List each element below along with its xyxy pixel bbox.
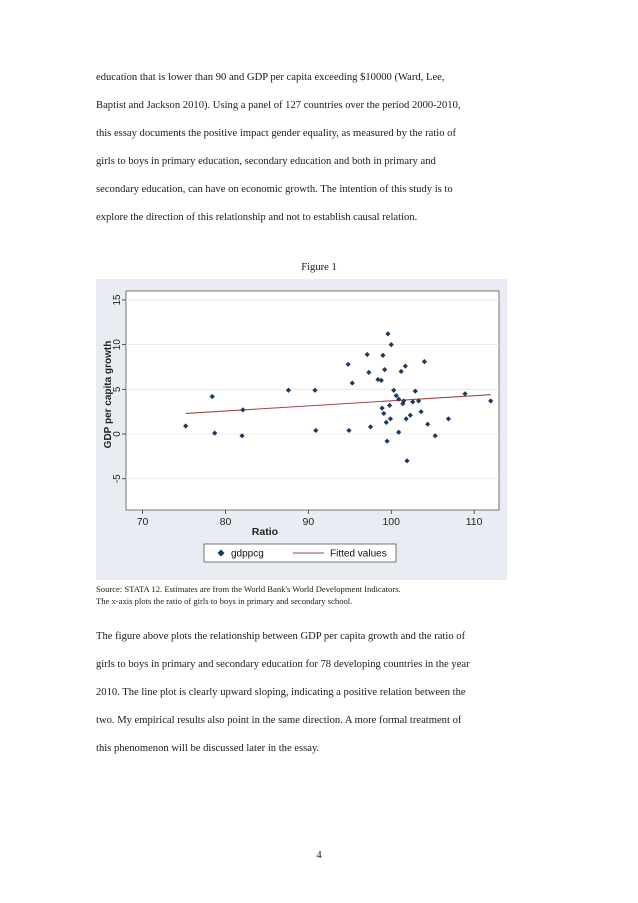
y-tick-label: -5: [112, 474, 123, 484]
plot-area: [126, 291, 499, 510]
y-axis-label: GDP per capita growth: [103, 340, 114, 449]
page-number: 4: [316, 850, 322, 861]
text-line: two. My empirical results also point in the same direction. A more formal treatment of: [96, 715, 462, 726]
x-tick-label: 100: [382, 516, 401, 528]
y-tick-label: 15: [112, 294, 123, 306]
y-tick-label: 5: [112, 386, 123, 393]
source-note-line: The x-axis plots the ratio of girls to boys in primary and secondary school.: [96, 596, 353, 606]
x-tick-label: 80: [219, 516, 232, 528]
legend-label-fitted: Fitted values: [330, 548, 387, 560]
text-line: girls to boys in primary and secondary education for 78 developing countries in the year: [96, 659, 470, 670]
text-line: secondary education, can have on economic growth. The intention of this study is to: [96, 184, 453, 195]
source-note: [96, 583, 401, 607]
x-tick-label: 90: [302, 516, 315, 528]
paragraph-discussion: [96, 623, 556, 763]
figure-1: [96, 279, 507, 580]
text-line: Baptist and Jackson 2010). Using a panel of 127 countries over the period 2000-2010,: [96, 100, 461, 111]
text-line: girls to boys in primary education, secondary education and both in primary and: [96, 156, 436, 167]
y-tick-label: 10: [112, 339, 123, 351]
paragraph-intro: [96, 64, 556, 232]
source-note-line: Source: STATA 12. Estimates are from the World Bank's World Development Indicators.: [96, 584, 401, 594]
text-line: education that is lower than 90 and GDP per capita exceeding $10000 (Ward, Lee,: [96, 72, 445, 83]
legend: [204, 544, 396, 562]
text-line: The figure above plots the relationship between GDP per capita growth and the ratio of: [96, 631, 466, 642]
figure-caption: Figure 1: [301, 262, 337, 273]
x-tick-label: 110: [465, 516, 483, 528]
text-line: this phenomenon will be discussed later in the essay.: [96, 743, 320, 754]
text-line: this essay documents the positive impact gender equality, as measured by the ratio of: [96, 128, 456, 139]
x-axis-label: Ratio: [251, 526, 279, 538]
y-tick-label: 0: [112, 431, 123, 437]
scatter-chart: [96, 279, 507, 580]
legend-label-gdppcg: gdppcg: [231, 548, 264, 560]
text-line: explore the direction of this relationship and not to establish causal relation.: [96, 212, 418, 223]
x-tick-label: 70: [136, 516, 149, 528]
text-line: 2010. The line plot is clearly upward sloping, indicating a positive relation between the: [96, 687, 466, 698]
